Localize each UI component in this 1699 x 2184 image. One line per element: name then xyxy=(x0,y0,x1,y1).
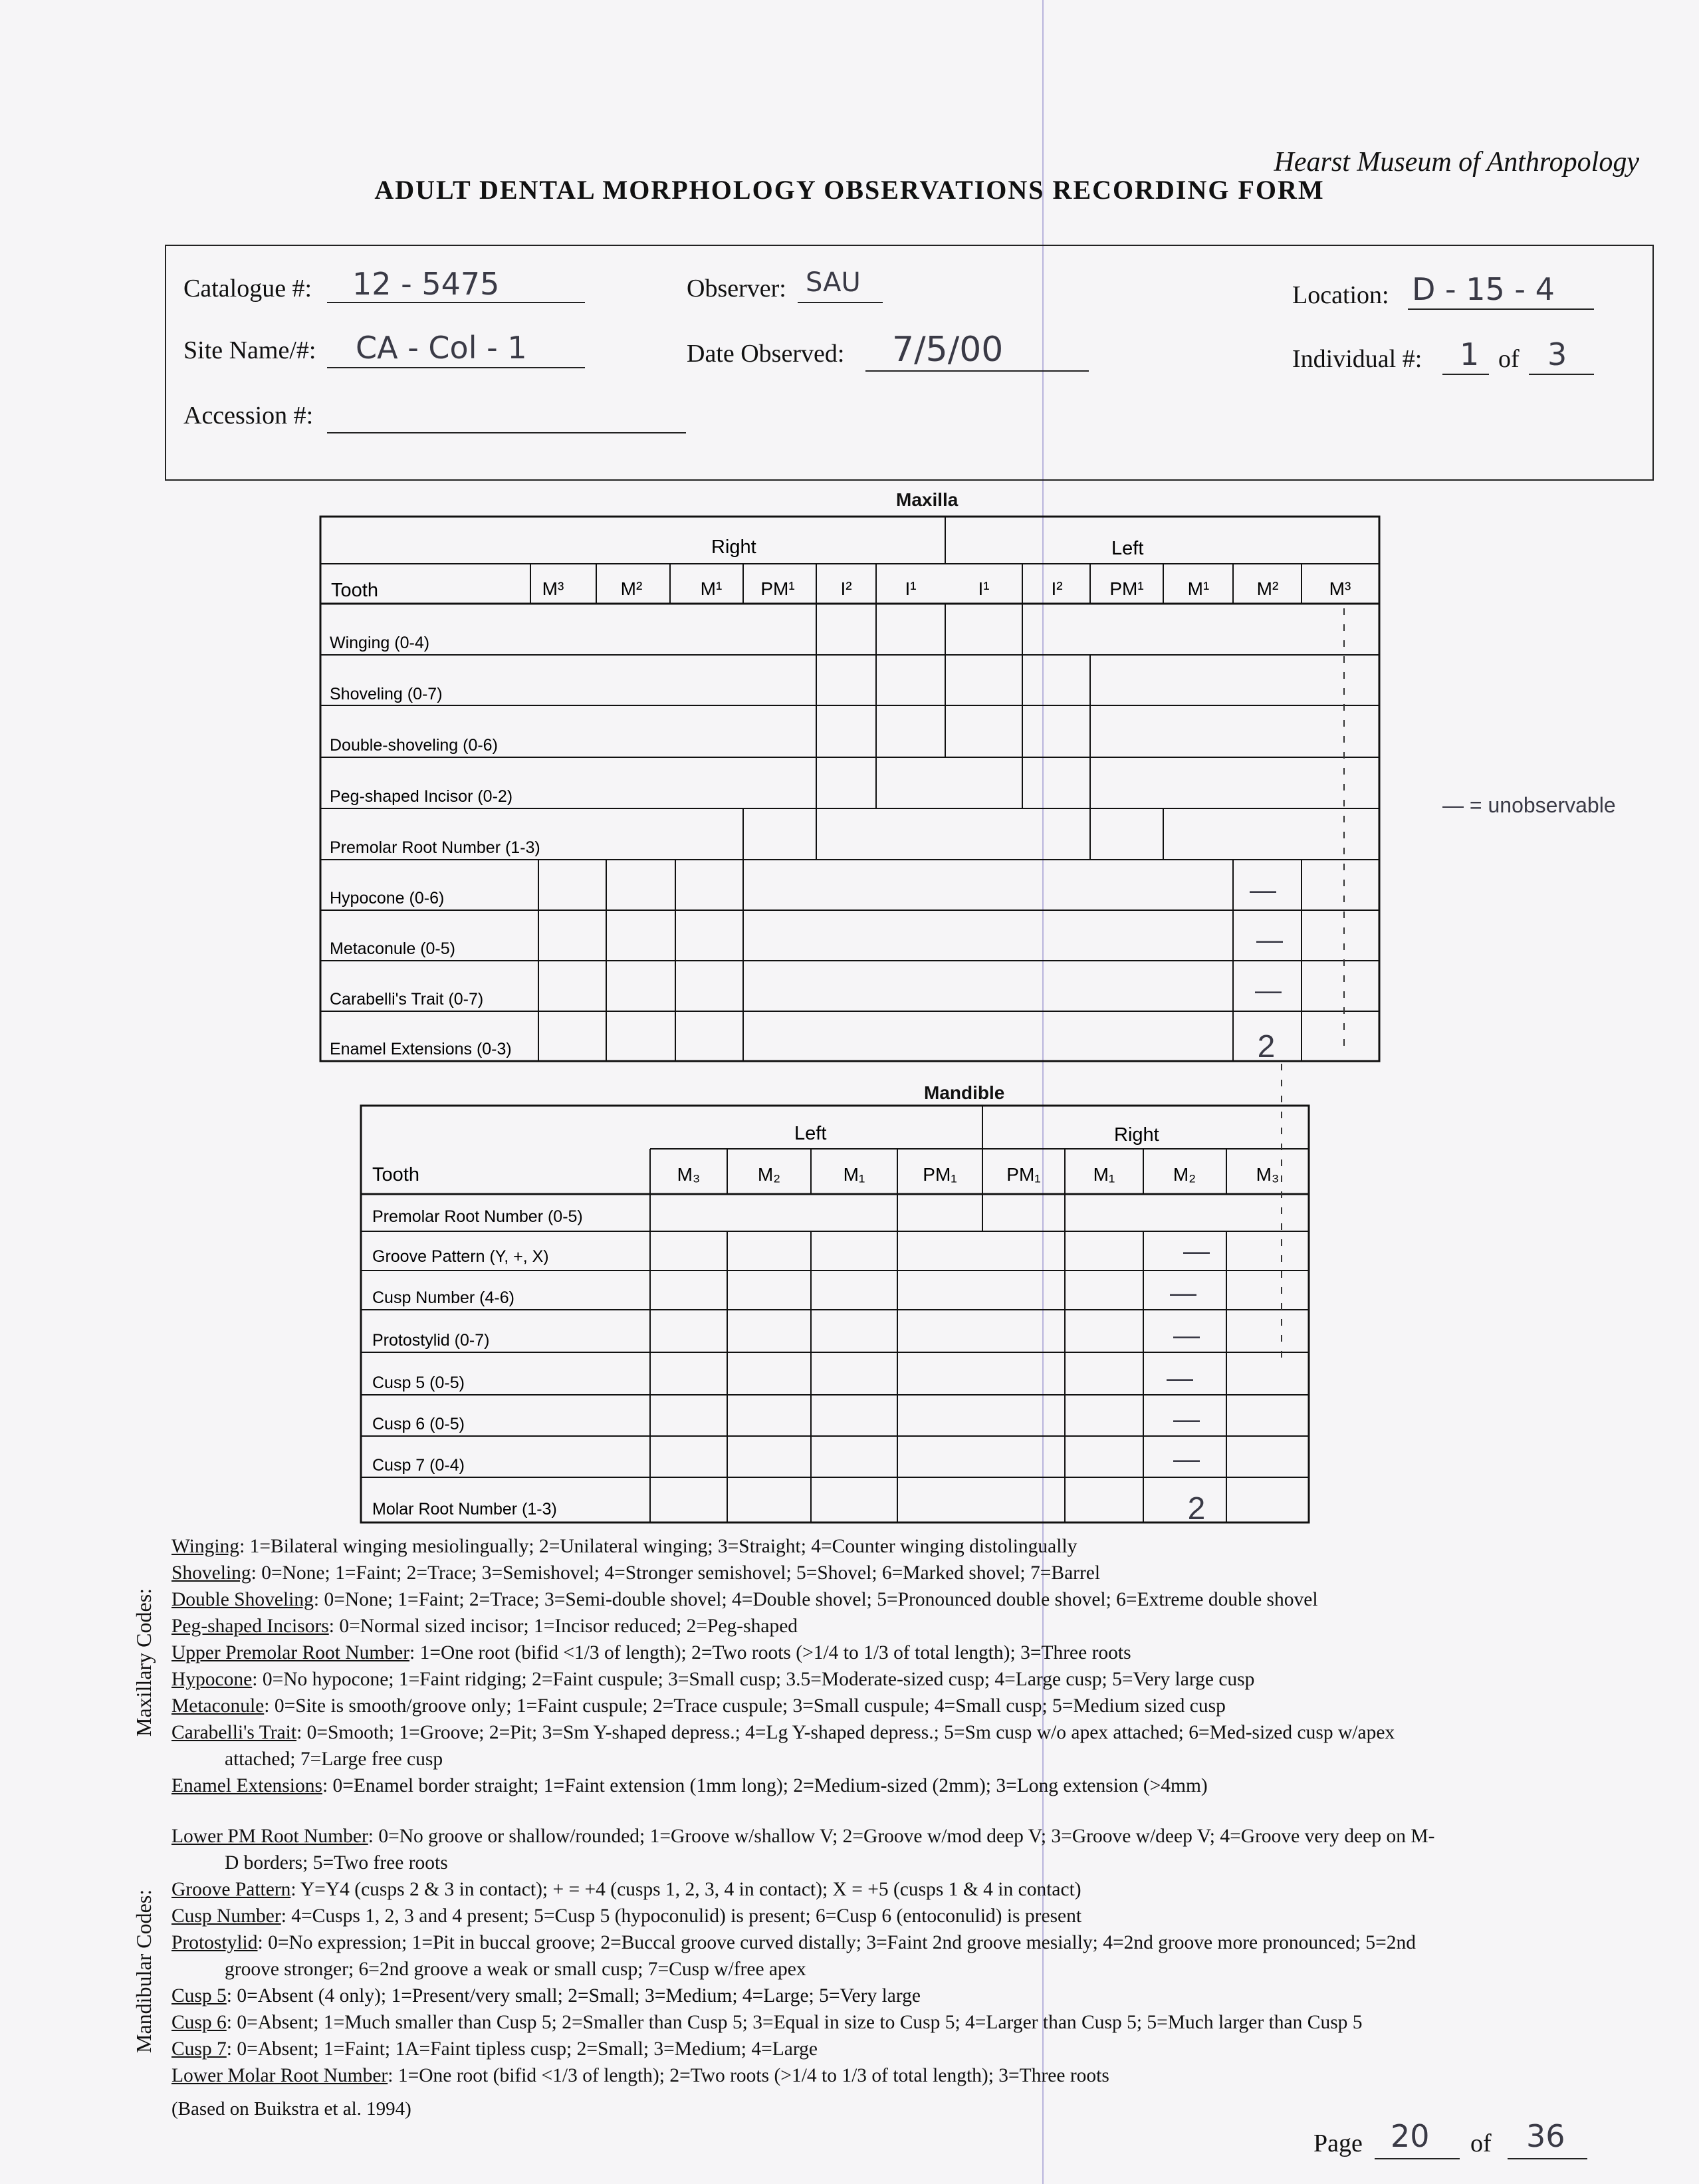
location-value: D - 15 - 4 xyxy=(1412,271,1555,307)
mandible-left-header: Left xyxy=(794,1123,827,1144)
unobservable-note: — = unobservable xyxy=(1442,793,1616,817)
mandible-row-label: Cusp 5 (0-5) xyxy=(372,1374,465,1392)
mandibular-codes-label: Mandibular Codes: xyxy=(132,1889,156,2053)
mandible-entry: — xyxy=(1173,1321,1200,1350)
mandible-title: Mandible xyxy=(924,1082,1005,1103)
page-label: Page xyxy=(1313,2129,1363,2157)
maxilla-tooth-header: PM¹ xyxy=(1109,578,1144,599)
observer-value: SAU xyxy=(806,267,861,298)
accession-label: Accession #: xyxy=(183,402,314,429)
maxilla-entry: 2 xyxy=(1257,1029,1276,1064)
maxilla-tooth-header: M² xyxy=(1256,578,1279,599)
individual-label: Individual #: xyxy=(1292,345,1422,373)
individual-total-value: 3 xyxy=(1547,336,1567,372)
individual-value: 1 xyxy=(1460,336,1480,372)
maxilla-row-label: Shoveling (0-7) xyxy=(330,685,443,703)
maxilla-right-header: Right xyxy=(711,537,756,558)
code-line: Protostylid: 0=No expression; 1=Pit in buccal groove; 2=Buccal groove curved distally; 3=Faint 2nd groove mesially; 4=2nd groove more pronounced; 5=2nd groove stronger; 6=2nd groove a weak or small cusp; 7=Cusp w/free apex xyxy=(171,1932,1416,1980)
mandible-tooth-label: Tooth xyxy=(372,1164,419,1185)
mandible-tooth-header: M₂ xyxy=(1173,1164,1196,1185)
mandible-row-label: Cusp 6 (0-5) xyxy=(372,1415,465,1433)
maxilla-tooth-header: M³ xyxy=(1329,578,1351,599)
mandible-row-label: Premolar Root Number (0-5) xyxy=(372,1207,583,1226)
maxilla-tooth-header: I² xyxy=(840,578,852,599)
code-line: Groove Pattern: Y=Y4 (cusps 2 & 3 in contact); + = +4 (cusps 1, 2, 3, 4 in contact); X = +5 (cusps 1 & 4 in contact) xyxy=(171,1879,1081,1900)
mandible-tooth-header: PM₁ xyxy=(923,1164,957,1185)
page-value: 20 xyxy=(1391,2118,1430,2154)
mandible-entry: — xyxy=(1167,1364,1193,1393)
maxilla-tooth-header: I¹ xyxy=(978,578,990,599)
code-line: Shoveling: 0=None; 1=Faint; 2=Trace; 3=Semishovel; 4=Stronger semishovel; 5=Shovel; 6=Marked shovel; 7=Barrel xyxy=(171,1562,1101,1584)
maxilla-row-label: Peg-shaped Incisor (0-2) xyxy=(330,787,513,806)
date-value: 7/5/00 xyxy=(892,330,1004,370)
form-title: ADULT DENTAL MORPHOLOGY OBSERVATIONS RECORDING FORM xyxy=(374,175,1325,205)
site-label: Site Name/#: xyxy=(183,336,316,364)
code-line: Cusp 5: 0=Absent (4 only); 1=Present/very small; 2=Small; 3=Medium; 4=Large; 5=Very large xyxy=(171,1985,921,2006)
page-of-label: of xyxy=(1470,2129,1492,2157)
maxilla-entry: — xyxy=(1256,925,1283,955)
date-label: Date Observed: xyxy=(687,340,845,368)
code-line: Enamel Extensions: 0=Enamel border straight; 1=Faint extension (1mm long); 2=Medium-sized (2mm); 3=Long extension (>4mm) xyxy=(171,1775,1208,1796)
code-line: Carabelli's Trait: 0=Smooth; 1=Groove; 2=Pit; 3=Sm Y-shaped depress.; 4=Lg Y-shaped depress.; 5=Sm cusp w/o apex attached; 6=Med-sized cusp w/apex attached; 7=Large free cusp xyxy=(171,1722,1395,1770)
code-line: Double Shoveling: 0=None; 1=Faint; 2=Trace; 3=Semi-double shovel; 4=Double shovel; 5=Pronounced double shovel; 6=Extreme double shovel xyxy=(171,1589,1318,1610)
mandible-tooth-header: M₃ xyxy=(1256,1164,1280,1185)
mandible-entry: — xyxy=(1183,1237,1210,1266)
maxilla-tooth-header: PM¹ xyxy=(760,578,795,599)
maxilla-entry: — xyxy=(1255,976,1282,1005)
individual-of-label: of xyxy=(1498,345,1520,373)
code-line: Cusp Number: 4=Cusps 1, 2, 3 and 4 present; 5=Cusp 5 (hypoconulid) is present; 6=Cusp 6 (entoconulid) is present xyxy=(171,1905,1082,1927)
reference-note: (Based on Buikstra et al. 1994) xyxy=(171,2098,411,2120)
code-line: Winging: 1=Bilateral winging mesiolingually; 2=Unilateral winging; 3=Straight; 4=Counter winging distolingually xyxy=(171,1536,1077,1557)
code-line: Peg-shaped Incisors: 0=Normal sized incisor; 1=Incisor reduced; 2=Peg-shaped xyxy=(171,1616,798,1637)
maxilla-title: Maxilla xyxy=(896,489,959,510)
maxilla-tooth-header: I¹ xyxy=(905,578,917,599)
maxilla-entry: — xyxy=(1250,876,1276,905)
maxilla-tooth-header: M¹ xyxy=(700,578,723,599)
maxilla-row-label: Metaconule (0-5) xyxy=(330,939,455,958)
site-value: CA - Col - 1 xyxy=(356,330,527,366)
museum-name: Hearst Museum of Anthropology xyxy=(1274,147,1639,178)
maxilla-tooth-label: Tooth xyxy=(331,580,378,601)
maxilla-tooth-header: M² xyxy=(620,578,643,599)
mandible-entry: 2 xyxy=(1187,1491,1206,1526)
code-line: Metaconule: 0=Site is smooth/groove only; 1=Faint cuspule; 2=Trace cuspule; 3=Small cuspule; 4=Small cusp; 5=Medium sized cusp xyxy=(171,1695,1226,1717)
code-line: Lower Molar Root Number: 1=One root (bifid <1/3 of length); 2=Two roots (>1/4 to 1/3 of total length); 3=Three roots xyxy=(171,2065,1109,2086)
maxilla-tooth-header: M¹ xyxy=(1187,578,1210,599)
mandible-row-label: Cusp 7 (0-4) xyxy=(372,1456,465,1475)
page-total-value: 36 xyxy=(1526,2118,1565,2154)
observer-label: Observer: xyxy=(687,275,786,303)
mandible-tooth-header: M₁ xyxy=(843,1164,865,1185)
mandible-tooth-header: M₁ xyxy=(1093,1164,1115,1185)
maxilla-row-label: Premolar Root Number (1-3) xyxy=(330,838,540,857)
maxilla-tooth-header: I² xyxy=(1051,578,1063,599)
mandible-tooth-header: M₃ xyxy=(677,1164,701,1185)
mandible-row-label: Groove Pattern (Y, +, X) xyxy=(372,1247,549,1266)
maxilla-row-label: Enamel Extensions (0-3) xyxy=(330,1040,512,1058)
maxilla-row-label: Hypocone (0-6) xyxy=(330,889,445,908)
mandible-row-label: Cusp Number (4-6) xyxy=(372,1288,514,1307)
code-line: Upper Premolar Root Number: 1=One root (bifid <1/3 of length); 2=Two roots (>1/4 to 1/3 of total length); 3=Three roots xyxy=(171,1642,1131,1663)
catalogue-label: Catalogue #: xyxy=(183,275,312,303)
code-line: Cusp 7: 0=Absent; 1=Faint; 1A=Faint tipless cusp; 2=Small; 3=Medium; 4=Large xyxy=(171,2038,818,2060)
mandible-entry: — xyxy=(1173,1405,1200,1434)
maxilla-row-label: Double-shoveling (0-6) xyxy=(330,736,498,755)
code-line: Cusp 6: 0=Absent; 1=Much smaller than Cusp 5; 2=Smaller than Cusp 5; 3=Equal in size to Cusp 5; 4=Larger than Cusp 5; 5=Much larger than Cusp 5 xyxy=(171,2012,1363,2033)
catalogue-value: 12 - 5475 xyxy=(352,266,500,302)
mandible-entry: — xyxy=(1173,1445,1200,1474)
code-line: Hypocone: 0=No hypocone; 1=Faint ridging; 2=Faint cuspule; 3=Small cusp; 3.5=Moderate-sized cusp; 4=Large cusp; 5=Very large cusp xyxy=(171,1669,1255,1690)
maxilla-row-label: Carabelli's Trait (0-7) xyxy=(330,990,484,1009)
maxilla-left-header: Left xyxy=(1111,538,1144,559)
mandible-tooth-header: PM₁ xyxy=(1006,1164,1041,1185)
mandible-tooth-header: M₂ xyxy=(757,1164,781,1185)
maxilla-row-label: Winging (0-4) xyxy=(330,634,430,652)
mandible-right-header: Right xyxy=(1114,1124,1159,1146)
maxillary-codes-label: Maxillary Codes: xyxy=(132,1588,156,1737)
code-line: Lower PM Root Number: 0=No groove or shallow/rounded; 1=Groove w/shallow V; 2=Groove w/mod deep V; 3=Groove w/deep V; 4=Groove very deep on M- D borders; 5=Two free roots xyxy=(171,1826,1435,1874)
mandible-row-label: Molar Root Number (1-3) xyxy=(372,1500,557,1518)
mandible-entry: — xyxy=(1170,1278,1196,1308)
mandible-row-label: Protostylid (0-7) xyxy=(372,1331,490,1350)
maxilla-tooth-header: M³ xyxy=(542,578,564,599)
location-label: Location: xyxy=(1292,281,1389,309)
